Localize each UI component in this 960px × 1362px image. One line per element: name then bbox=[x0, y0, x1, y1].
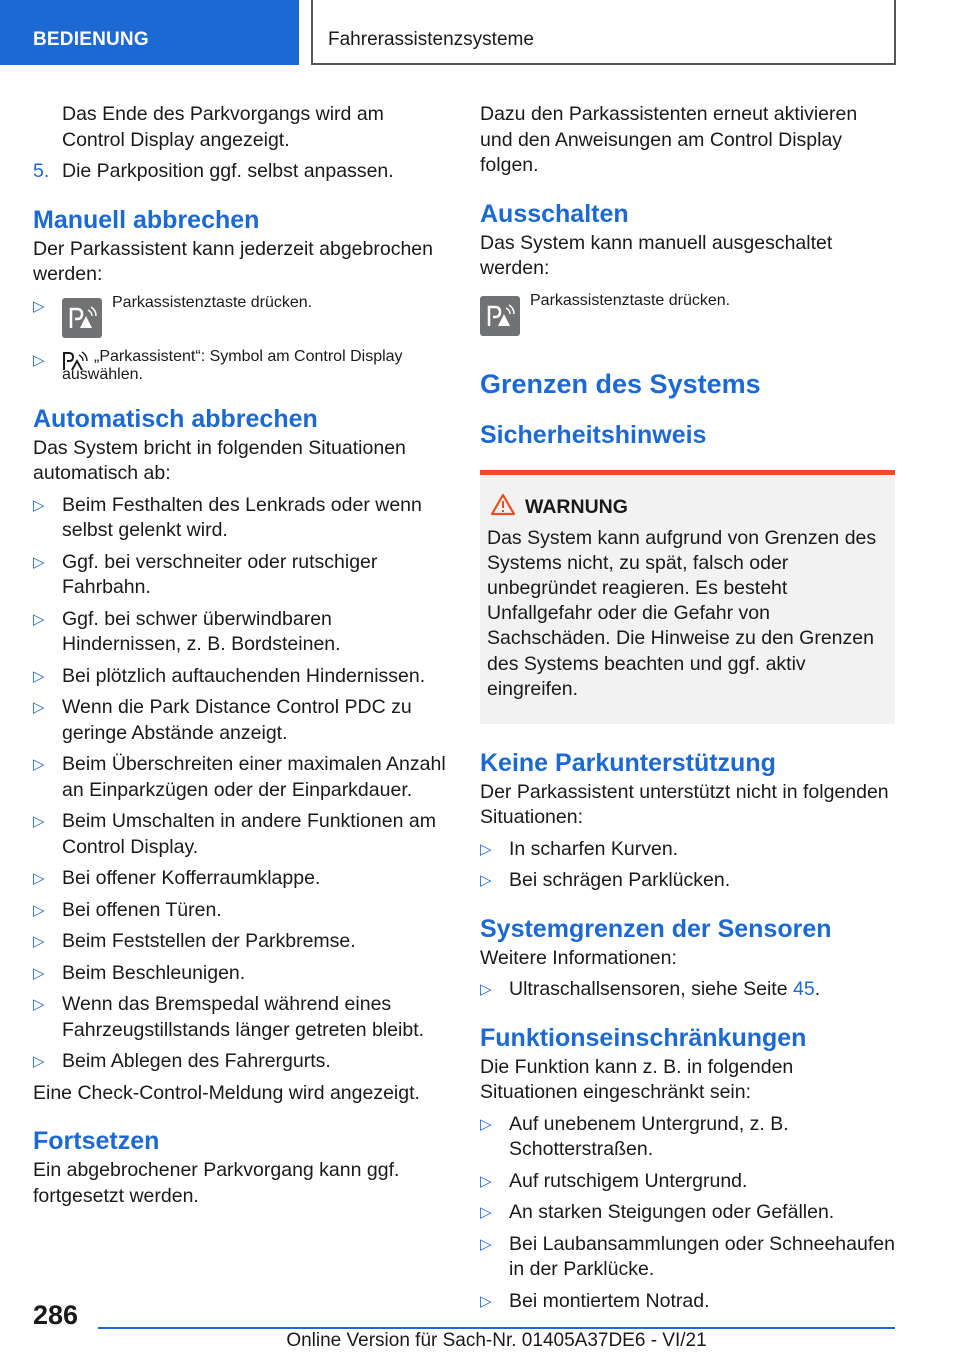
list-item-end: . bbox=[814, 978, 821, 1001]
list-item-text: Bei Laubansammlungen oder Schneehaufen in der Parklücke. bbox=[509, 1232, 895, 1281]
list-item bbox=[480, 1112, 895, 1163]
header-chapter-box bbox=[311, 0, 896, 65]
list-item-text: Bei plötzlich auftauchenden Hindernissen. bbox=[62, 664, 426, 687]
bullet-icon: ▷ bbox=[480, 1204, 492, 1222]
automatisch-list bbox=[33, 493, 448, 1075]
header-section-label: BEDIENUNG bbox=[33, 29, 149, 50]
bullet-icon: ▷ bbox=[33, 667, 45, 685]
list-item bbox=[480, 1232, 895, 1283]
step-continuation: Das Ende des Parkvorgangs wird am Control Display angezeigt. bbox=[62, 103, 384, 151]
step-number: 5. bbox=[33, 160, 50, 182]
bullet-icon: ▷ bbox=[480, 1172, 492, 1190]
list-item-text: Bei montiertem Notrad. bbox=[509, 1289, 710, 1312]
list-item bbox=[33, 664, 448, 690]
ausschalten-action-text: Parkassistenztaste drücken. bbox=[530, 291, 731, 309]
list-item bbox=[33, 695, 448, 746]
bullet-icon: ▷ bbox=[480, 872, 492, 890]
heading-manuell-abbrechen: Manuell abbrechen bbox=[33, 205, 260, 234]
list-item bbox=[33, 929, 448, 955]
list-item-text: Ggf. bei verschneiter oder rutschiger Fahrbahn. bbox=[62, 550, 378, 598]
bullet-icon: ▷ bbox=[33, 1053, 45, 1070]
page-number: 286 bbox=[33, 1300, 79, 1330]
manuell-item-2-text: „Parkassistent“: Symbol am Control Display auswählen. bbox=[62, 347, 403, 383]
bullet-icon: ▷ bbox=[33, 964, 45, 982]
list-item bbox=[480, 1200, 895, 1226]
list-item bbox=[480, 837, 895, 863]
bullet-icon: ▷ bbox=[33, 933, 45, 950]
heading-systemgrenzen-sensoren: Systemgrenzen der Sensoren bbox=[480, 914, 832, 943]
bullet-icon: ▷ bbox=[33, 351, 45, 369]
heading-sicherheitshinweis: Sicherheitshinweis bbox=[480, 420, 707, 449]
automatisch-outro: Eine Check-Control-Meldung wird angezeigt. bbox=[33, 1081, 420, 1104]
list-item-text: Ggf. bei schwer überwindbaren Hindernissen, z. B. Bordsteinen. bbox=[62, 607, 341, 655]
bullet-icon: ▷ bbox=[33, 901, 45, 919]
bullet-icon: ▷ bbox=[480, 981, 492, 999]
bullet-icon: ▷ bbox=[33, 699, 45, 716]
bullet-icon: ▷ bbox=[33, 496, 45, 514]
list-item bbox=[33, 992, 448, 1043]
bullet-icon: ▷ bbox=[33, 870, 45, 887]
list-item bbox=[480, 1169, 895, 1195]
park-assistant-symbol-icon bbox=[62, 350, 88, 379]
sensoren-intro: Weitere Informationen: bbox=[480, 946, 677, 969]
manuell-item-button bbox=[33, 294, 448, 340]
list-item bbox=[480, 977, 895, 1003]
park-assist-button-icon bbox=[62, 298, 102, 338]
list-item bbox=[33, 550, 448, 601]
list-item-text: Beim Ablegen des Fahrergurts. bbox=[62, 1050, 331, 1072]
heading-fortsetzen: Fortsetzen bbox=[33, 1127, 160, 1155]
list-item-text: Beim Überschreiten einer maximalen Anzahl an Einparkzügen oder der Einparkdauer. bbox=[62, 753, 446, 801]
header-section-tab bbox=[0, 0, 299, 65]
bullet-icon: ▷ bbox=[33, 996, 45, 1013]
keine-intro: Der Parkassistent unterstützt nicht in folgenden Situationen: bbox=[480, 780, 889, 829]
funktion-list bbox=[480, 1112, 895, 1315]
funktion-intro: Die Funktion kann z. B. in folgenden Situationen eingeschränkt sein: bbox=[480, 1055, 794, 1104]
manuell-item-symbol bbox=[33, 348, 448, 384]
list-item-text: In scharfen Kurven. bbox=[509, 837, 679, 860]
list-item bbox=[480, 1289, 895, 1315]
list-item bbox=[33, 961, 448, 987]
list-item-text: Bei schrägen Parklücken. bbox=[509, 869, 731, 892]
list-item-text: Wenn das Bremspedal während eines Fahrzeugstillstands länger getreten bleibt. bbox=[62, 993, 425, 1041]
ausschalten-action bbox=[480, 282, 895, 344]
list-item bbox=[33, 898, 448, 924]
park-assist-button-icon bbox=[480, 296, 520, 336]
bullet-icon: ▷ bbox=[33, 756, 45, 773]
list-item-text: Auf unebenem Untergrund, z. B. Schotterstraßen. bbox=[509, 1112, 789, 1161]
warning-label: WARNUNG bbox=[525, 495, 628, 518]
fortsetzen-text: Ein abgebrochener Parkvorgang kann ggf. fortgesetzt werden. bbox=[33, 1159, 400, 1207]
list-item bbox=[33, 752, 448, 803]
list-item bbox=[480, 868, 895, 894]
list-item bbox=[33, 607, 448, 658]
right-continuation: Dazu den Parkassistenten erneut aktivieren und den Anweisungen am Control Display folgen. bbox=[480, 103, 858, 176]
page-link-45[interactable]: 45 bbox=[792, 978, 815, 1001]
automatisch-intro: Das System bricht in folgenden Situationen automatisch ab: bbox=[33, 436, 406, 484]
list-item bbox=[33, 809, 448, 860]
warning-triangle-icon bbox=[490, 493, 516, 517]
list-item-text: Bei offener Kofferraumklappe. bbox=[62, 867, 321, 889]
header-chapter-label: Fahrerassistenzsysteme bbox=[328, 29, 534, 50]
warning-title bbox=[487, 495, 888, 520]
bullet-icon: ▷ bbox=[480, 1292, 492, 1310]
list-item-text: Wenn die Park Distance Control PDC zu geringe Abstände anzeigt. bbox=[62, 696, 412, 744]
step-5 bbox=[33, 159, 448, 185]
list-item-text: Beim Feststellen der Parkbremse. bbox=[62, 930, 356, 952]
heading-ausschalten: Ausschalten bbox=[480, 199, 629, 228]
heading-keine-parkunterstuetzung: Keine Parkunterstützung bbox=[480, 748, 776, 777]
bullet-icon: ▷ bbox=[33, 297, 45, 315]
list-item-text: Ultraschallsensoren, siehe Seite bbox=[509, 978, 788, 1001]
heading-automatisch-abbrechen: Automatisch abbrechen bbox=[33, 404, 318, 433]
list-item-text: Beim Festhalten des Lenkrads oder wenn selbst gelenkt wird. bbox=[62, 493, 422, 541]
sensoren-list bbox=[480, 977, 895, 1003]
right-column bbox=[480, 102, 895, 1314]
warning-box bbox=[480, 470, 895, 724]
warning-text: Das System kann aufgrund von Grenzen des Systems nicht, zu spät, falsch oder unbegründet reagieren. Es besteht Unfallgefahr oder die Gefahr von Sachschäden. Die Hinweise zu den Grenzen des Systems beachten und ggf. aktiv eingreifen. bbox=[487, 526, 877, 700]
bullet-icon: ▷ bbox=[33, 553, 45, 571]
list-item-text: Bei offenen Türen. bbox=[62, 898, 222, 921]
list-item bbox=[33, 866, 448, 892]
bullet-icon: ▷ bbox=[33, 610, 45, 628]
step-text: Die Parkposition ggf. selbst anpassen. bbox=[62, 160, 394, 182]
heading-grenzen-des-systems: Grenzen des Systems bbox=[480, 368, 761, 399]
manuell-intro: Der Parkassistent kann jederzeit abgebrochen werden: bbox=[33, 237, 433, 285]
list-item bbox=[33, 1049, 448, 1075]
bullet-icon: ▷ bbox=[33, 813, 45, 830]
list-item-text: Auf rutschigem Untergrund. bbox=[509, 1169, 748, 1192]
list-item bbox=[33, 493, 448, 544]
manuell-item-1-text: Parkassistenztaste drücken. bbox=[112, 293, 313, 311]
bullet-icon: ▷ bbox=[480, 1235, 492, 1253]
list-item-text: Beim Beschleunigen. bbox=[62, 961, 246, 984]
bullet-icon: ▷ bbox=[480, 1115, 492, 1133]
list-item-text: Beim Umschalten in andere Funktionen am Control Display. bbox=[62, 810, 436, 858]
heading-funktionseinschraenkungen: Funktionseinschränkungen bbox=[480, 1023, 807, 1052]
bullet-icon: ▷ bbox=[480, 840, 492, 858]
list-item-text: An starken Steigungen oder Gefällen. bbox=[509, 1201, 835, 1224]
ausschalten-text: Das System kann manuell ausgeschaltet werden: bbox=[480, 231, 833, 279]
footer-version-text: Online Version für Sach-Nr. 01405A37DE6 - VI/21 bbox=[286, 1330, 707, 1351]
footer-divider bbox=[98, 1327, 895, 1329]
left-column bbox=[33, 102, 448, 1209]
steps-list bbox=[33, 159, 448, 185]
keine-list bbox=[480, 837, 895, 894]
